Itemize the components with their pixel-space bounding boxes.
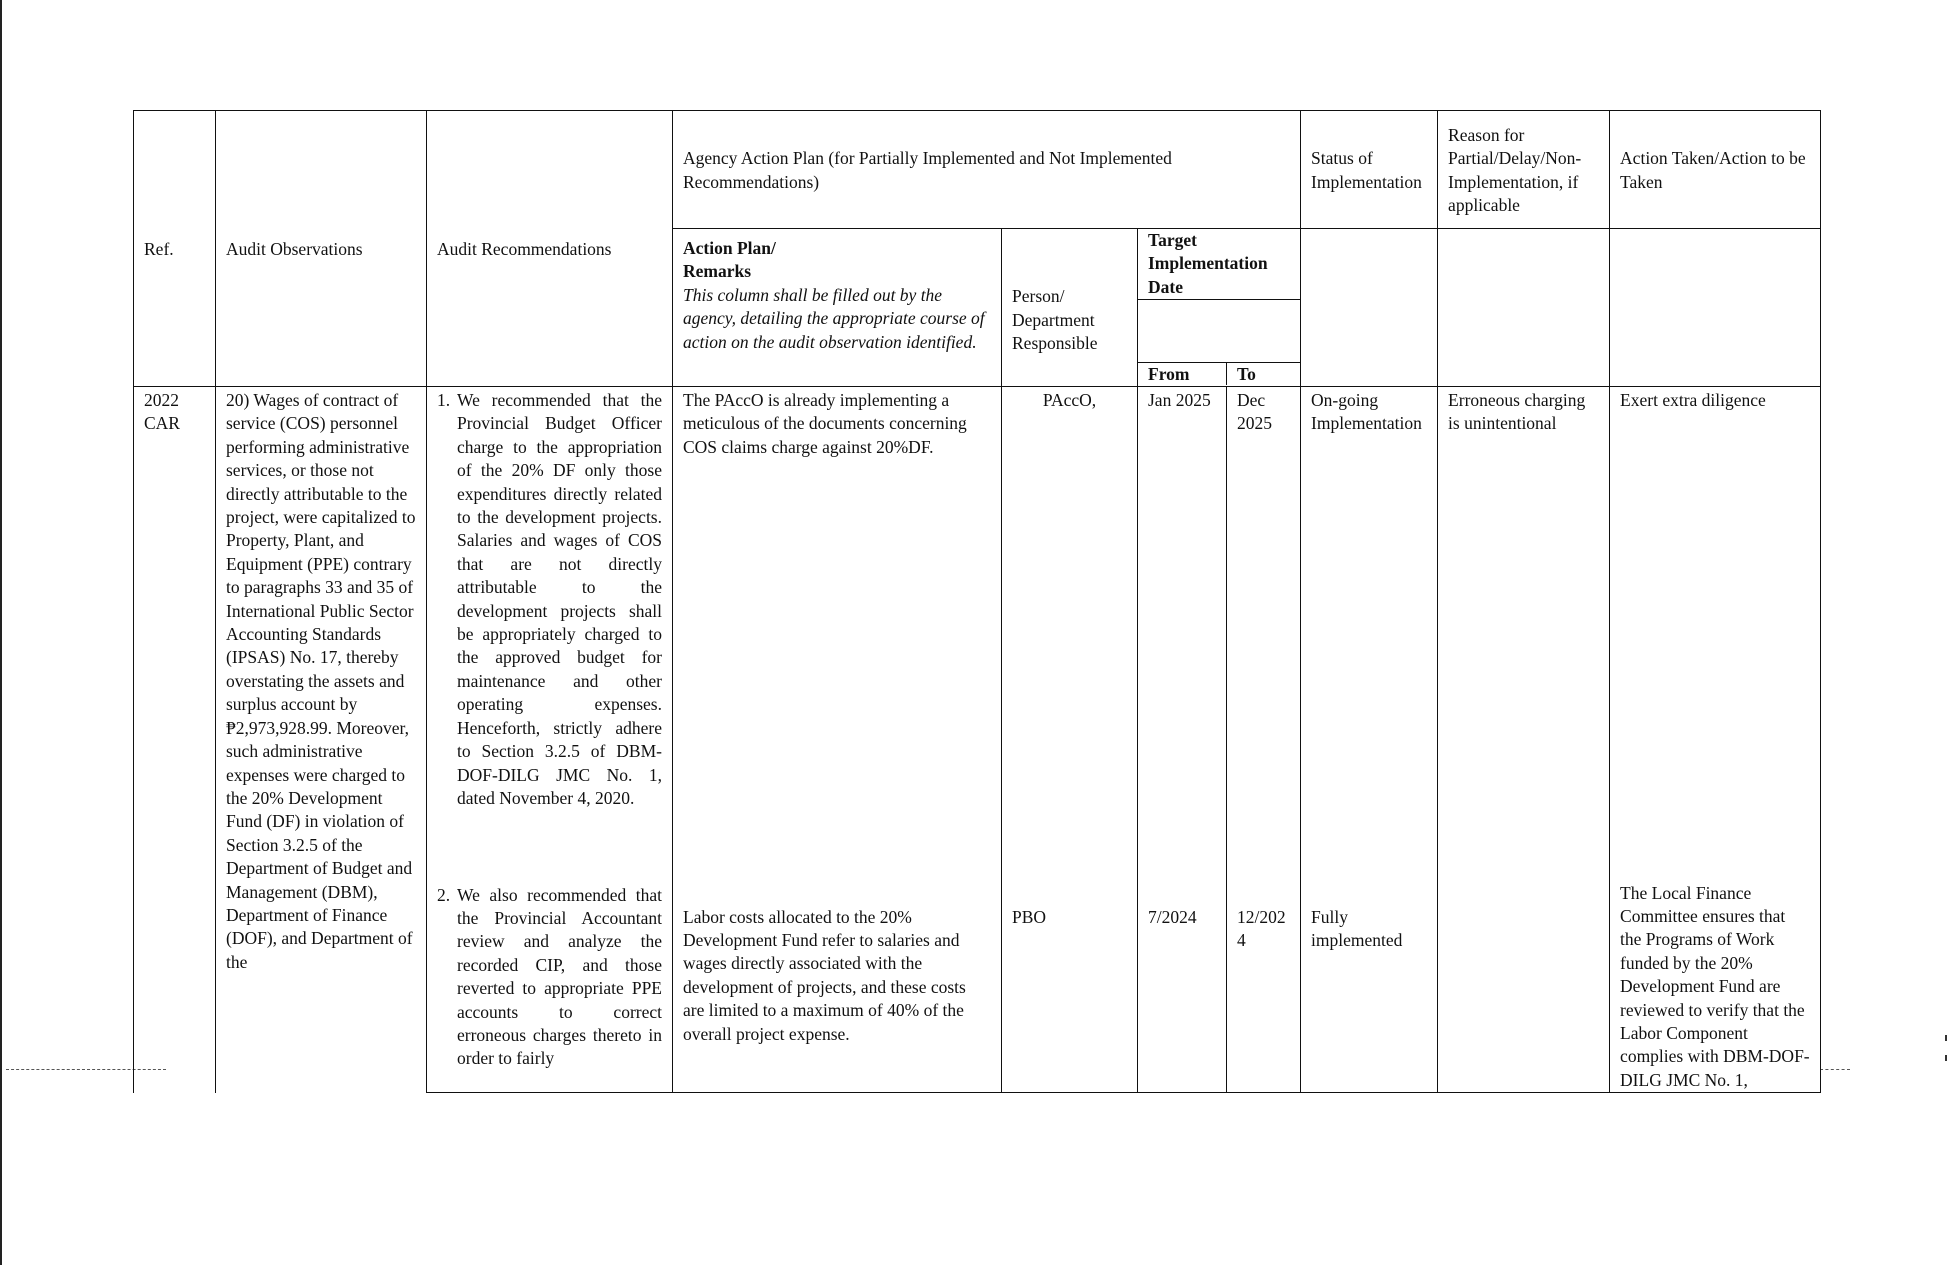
person-2-cell: PBO: [1002, 882, 1138, 1093]
header-status: Status of Implementation: [1301, 111, 1438, 229]
header-person-responsible: Person/ Department Responsible: [1002, 229, 1138, 387]
status-2-cell: Fully implemented: [1301, 882, 1438, 1093]
action-taken-2-cell: The Local Finance Committee ensures that the Programs of Work funded by the 20% Development Fund are reviewed to verify that the Labor Component complies with DBM-DOF-DILG JMC No. 1,: [1610, 882, 1821, 1093]
to-1-cell: Dec 2025: [1227, 387, 1301, 882]
action-taken-1-cell: Exert extra diligence: [1610, 387, 1821, 882]
header-agency-action-plan: Agency Action Plan (for Partially Implemented and Not Implemented Recommendations): [673, 111, 1301, 229]
header-to: To: [1237, 364, 1256, 384]
action-plan-2-cell: Labor costs allocated to the 20% Development Fund refer to salaries and wages directly associated with the development of projects, and these costs are limited to a maximum of 40% of the overall project expense.: [673, 882, 1002, 1093]
to-2-cell: 12/2024: [1227, 882, 1301, 1093]
header-audit-observations: Audit Observations: [216, 111, 427, 387]
audit-action-plan-table: [133, 110, 1821, 1093]
recommendation-text: We also recommended that the Provincial Accountant review and analyze the recorded CIP, and those reverted to appropriate PPE accounts to correct erroneous charges thereto in order to fairly: [457, 884, 662, 1069]
from-1-cell: Jan 2025: [1138, 387, 1227, 882]
scan-mark: [1945, 1035, 1947, 1041]
from-2-cell: 7/2024: [1138, 882, 1227, 1093]
reason-1-cell: Erroneous charging is unintentional: [1438, 387, 1610, 882]
recommendation-text: We recommended that the Provincial Budget Officer charge to the appropriation of the 20% DF only those expenditures directly related to the development projects. Salaries and wages of COS that are not directly attributable to the development projects shall be appropriately charged to the approved budget for maintenance and other operating expenses. Henceforth, strictly adhere to Section 3.2.5 of DBM-DOF-DILG JMC No. 1, dated November 4, 2020.: [457, 390, 662, 808]
ref-cell: 2022 CAR: [134, 387, 216, 1093]
header-action-taken-blank: [1610, 229, 1821, 387]
table-row: [134, 387, 1821, 882]
header-action-plan-remarks: Action Plan/ Remarks This column shall be filled out by the agency, detailing the appropriate course of action on the audit observation identified.: [673, 229, 1002, 387]
target-date-label: Target Implementation Date: [1138, 229, 1300, 300]
status-1-cell: On-going Implementation: [1301, 387, 1438, 882]
page-left-edge: [0, 0, 2, 1265]
header-ref: Ref.: [134, 111, 216, 387]
scan-mark: [1945, 1055, 1947, 1061]
recommendation-2-cell: [427, 882, 673, 1093]
header-target-date: [1138, 229, 1301, 387]
person-1-cell: PAccO,: [1002, 387, 1138, 882]
recommendation-number: 1.: [437, 390, 451, 410]
recommendation-1-cell: [427, 387, 673, 882]
audit-observation-cell: 20) Wages of contract of service (COS) personnel performing administrative services, or those not directly attributable to the project, were capitalized to Property, Plant, and Equipment (PPE) contrary to paragraphs 33 and 35 of International Public Sector Accounting Standards (IPSAS) No. 17, thereby overstating the assets and surplus account by ₱2,973,928.99. Moreover, such administrative expenses were charged to the 20% Development Fund (DF) in violation of Section 3.2.5 of the Department of Budget and Management (DBM), Department of Finance (DOF), and Department of the: [216, 387, 427, 1093]
action-plan-1-cell: The PAccO is already implementing a meticulous of the documents concerning COS claims charge against 20%DF.: [673, 387, 1002, 882]
header-reason-blank: [1438, 229, 1610, 387]
scan-dash-right: [1820, 1069, 1850, 1071]
header-reason: Reason for Partial/Delay/Non-Implementation, if applicable: [1438, 111, 1610, 229]
header-audit-recommendations: Audit Recommendations: [427, 111, 673, 387]
recommendation-number: 2.: [437, 884, 451, 905]
header-from: From: [1138, 363, 1227, 385]
header-status-blank: [1301, 229, 1438, 387]
header-action-taken: Action Taken/Action to be Taken: [1610, 111, 1821, 229]
reason-2-cell: [1438, 882, 1610, 1093]
